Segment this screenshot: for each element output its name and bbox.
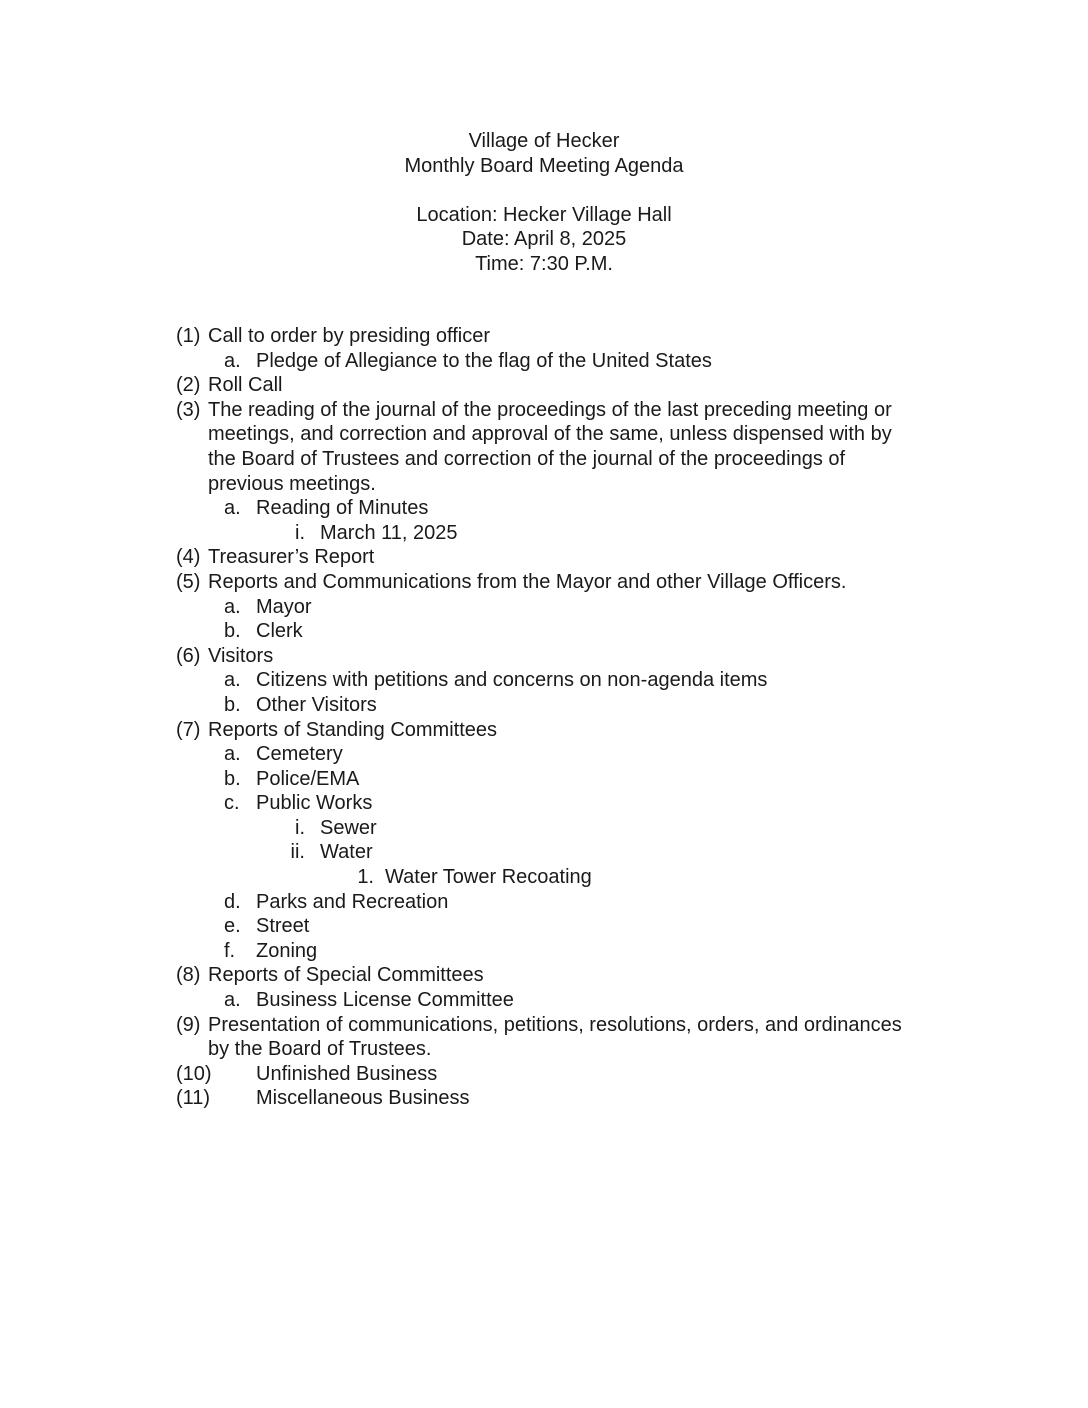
item-number: (10) (176, 1062, 212, 1085)
agenda-item-7c-ii-1 (0, 865, 1088, 890)
item-text-line-2: meetings, and correction and approval of the same, unless dispensed with by (208, 423, 892, 446)
agenda-item-8 (0, 963, 1088, 988)
item-number: 1. (357, 866, 374, 889)
agenda-item-7e (0, 914, 1088, 939)
item-text: Street (256, 915, 310, 938)
agenda-item-10 (0, 1062, 1088, 1087)
item-number: d. (224, 890, 241, 913)
item-text: Roll Call (208, 374, 283, 397)
agenda-item-6a (0, 668, 1088, 693)
item-text: Zoning (256, 939, 318, 962)
item-number: (11) (176, 1087, 211, 1110)
item-number: (9) (176, 1013, 201, 1036)
item-number: (5) (176, 570, 201, 593)
item-text: Pledge of Allegiance to the flag of the United States (256, 349, 712, 372)
agenda-list (0, 324, 1088, 1111)
item-text: Cemetery (256, 743, 343, 766)
item-text: March 11, 2025 (320, 521, 458, 544)
meeting-location: Location: Hecker Village Hall (416, 203, 672, 226)
agenda-item-5 (0, 570, 1088, 595)
item-text: Other Visitors (256, 693, 377, 716)
item-number: (3) (176, 398, 201, 421)
item-text: Police/EMA (256, 767, 360, 790)
item-text: Unfinished Business (256, 1062, 438, 1085)
item-text: Citizens with petitions and concerns on non-agenda items (256, 669, 768, 692)
header-spacer (0, 178, 1088, 203)
item-text: Reports of Standing Committees (208, 718, 498, 741)
agenda-item-1a (0, 349, 1088, 374)
agenda-item-1 (0, 324, 1088, 349)
item-number: (2) (176, 374, 201, 397)
item-number: (8) (176, 964, 201, 987)
item-text: Water (320, 841, 373, 864)
item-text: Reports and Communications from the Mayor and other Village Officers. (208, 570, 847, 593)
agenda-title: Monthly Board Meeting Agenda (404, 154, 684, 177)
item-text: Visitors (208, 644, 274, 667)
agenda-item-6b (0, 693, 1088, 718)
agenda-item-7c (0, 791, 1088, 816)
item-number: ii. (290, 841, 305, 864)
agenda-item-3a-i (0, 521, 1088, 546)
agenda-item-7f (0, 939, 1088, 964)
item-text: Reading of Minutes (256, 497, 429, 520)
agenda-item-7 (0, 718, 1088, 743)
item-number: e. (224, 915, 241, 938)
agenda-item-8a (0, 988, 1088, 1013)
item-number: i. (295, 521, 305, 544)
item-number: a. (224, 743, 241, 766)
agenda-item-7d (0, 890, 1088, 915)
village-name: Village of Hecker (468, 130, 620, 152)
agenda-item-4 (0, 545, 1088, 570)
item-number: (6) (176, 644, 201, 667)
item-number: a. (224, 497, 241, 520)
meeting-date: Date: April 8, 2025 (461, 228, 627, 251)
agenda-item-3-continuation (0, 472, 1088, 497)
agenda-item-3 (0, 398, 1088, 423)
item-number: i. (295, 816, 305, 839)
agenda-item-7a (0, 742, 1088, 767)
item-text: Parks and Recreation (256, 890, 449, 913)
item-text: Treasurer’s Report (208, 546, 375, 569)
item-text-line-1: Presentation of communications, petitions, resolutions, orders, and ordinances (208, 1013, 902, 1036)
agenda-item-3-continuation (0, 422, 1088, 447)
item-number: b. (224, 767, 241, 790)
item-number: b. (224, 620, 241, 643)
item-text: Water Tower Recoating (385, 866, 592, 889)
item-number: (4) (176, 546, 201, 569)
item-number: (7) (176, 718, 201, 741)
item-number: a. (224, 669, 241, 692)
agenda-item-5b (0, 619, 1088, 644)
agenda-item-9-continuation (0, 1037, 1088, 1062)
item-number: (1) (176, 325, 201, 347)
agenda-item-11 (0, 1086, 1088, 1111)
item-text: Miscellaneous Business (256, 1087, 470, 1110)
agenda-item-7c-ii (0, 840, 1088, 865)
item-text-line-2: by the Board of Trustees. (208, 1038, 432, 1061)
item-text: Call to order by presiding officer (208, 325, 490, 347)
agenda-header (0, 129, 1088, 277)
item-number: b. (224, 693, 241, 716)
agenda-item-6 (0, 644, 1088, 669)
agenda-item-5a (0, 595, 1088, 620)
item-text: Sewer (320, 816, 377, 839)
item-text-line-3: the Board of Trustees and correction of the journal of the proceedings of (208, 447, 846, 470)
agenda-item-3a (0, 496, 1088, 521)
agenda-item-7b (0, 767, 1088, 792)
agenda-item-9 (0, 1013, 1088, 1038)
item-text: Reports of Special Committees (208, 964, 484, 987)
agenda-item-7c-i (0, 816, 1088, 841)
item-number: a. (224, 349, 241, 372)
item-text: Clerk (256, 620, 303, 643)
item-text: Business License Committee (256, 989, 514, 1012)
item-text: Mayor (256, 595, 312, 618)
agenda-item-3-continuation (0, 447, 1088, 472)
item-number: c. (224, 792, 240, 815)
item-number: f. (224, 939, 236, 962)
item-text-line-1: The reading of the journal of the proceedings of the last preceding meeting or (208, 398, 892, 421)
item-number: a. (224, 595, 241, 618)
item-text-line-4: previous meetings. (208, 472, 376, 495)
agenda-item-2 (0, 373, 1088, 398)
meeting-time: Time: 7:30 P.M. (475, 252, 613, 275)
item-number: a. (224, 989, 241, 1012)
item-text: Public Works (256, 792, 373, 815)
